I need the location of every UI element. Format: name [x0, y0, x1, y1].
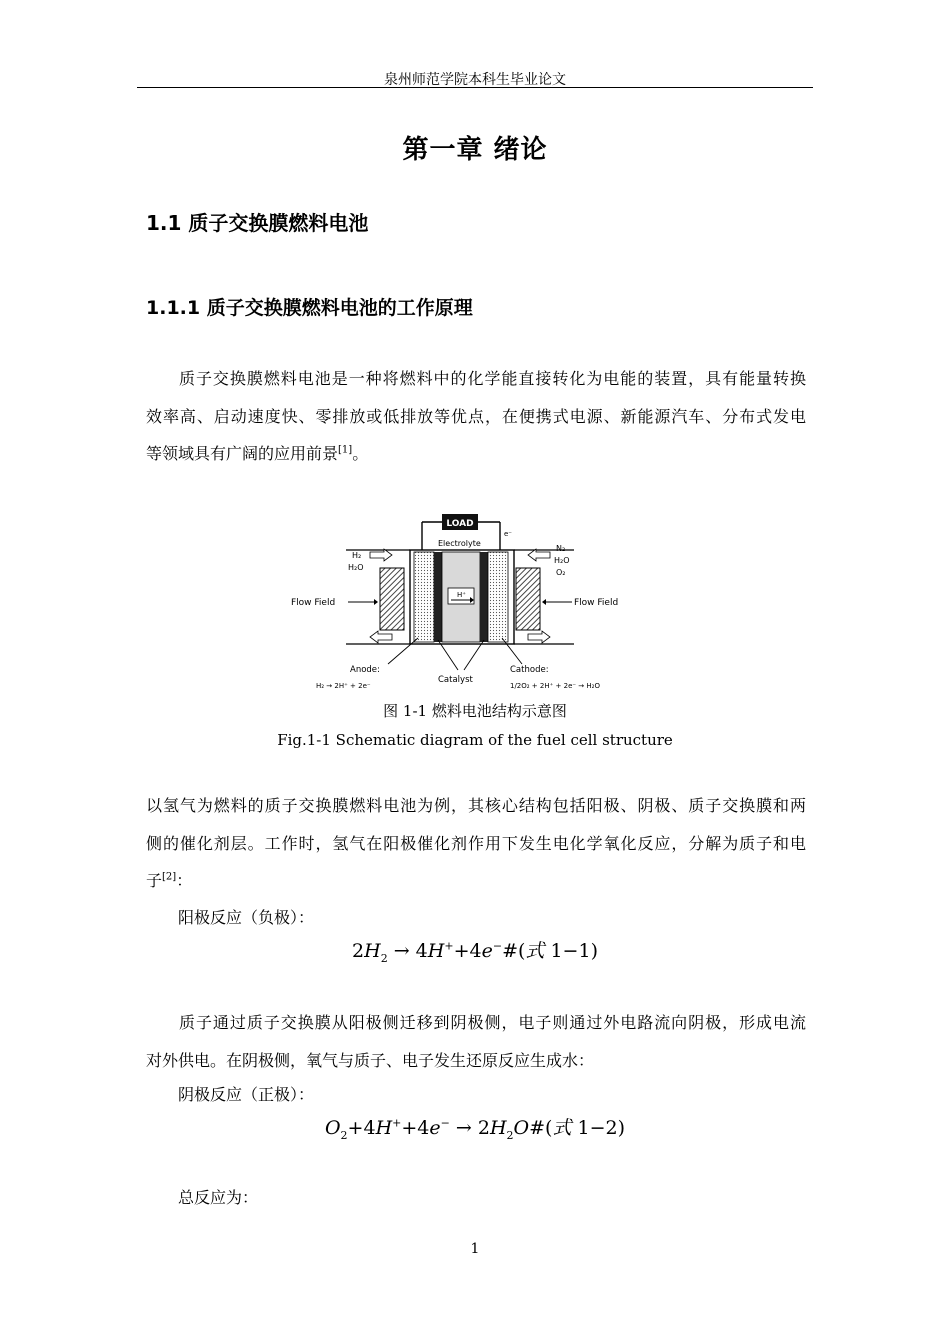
paragraph-proton-transfer	[146, 1004, 806, 1079]
pointer-lines	[388, 638, 522, 670]
electrolyte-label: Electrolyte	[438, 539, 481, 548]
paragraph-structure	[146, 787, 806, 900]
cathode-reaction-label: 阴极反应（正极）：	[178, 1085, 315, 1104]
catalyst-label: Catalyst	[438, 675, 473, 685]
figure-caption-en: Fig.1-1 Schematic diagram of the fuel cell structure	[277, 731, 673, 749]
subsection-heading: 1.1.1 质子交换膜燃料电池的工作原理	[146, 297, 473, 319]
citation-ref: [2]	[162, 871, 177, 883]
cathode-reaction: 1/2O₂ + 2H⁺ + 2e⁻ → H₂O	[510, 682, 600, 690]
section-heading: 1.1 质子交换膜燃料电池	[146, 211, 369, 235]
chapter-title: 第一章 绪论	[402, 135, 548, 165]
anode-reaction-label: 阳极反应（负极）：	[178, 908, 315, 927]
figure-caption-cn: 图 1-1 燃料电池结构示意图	[383, 702, 567, 720]
cathode-label: Cathode:	[510, 665, 549, 675]
cathode-gas-diffusion-layer	[488, 552, 508, 642]
flow-field-left-plate	[380, 568, 404, 630]
load-label: LOAD	[446, 519, 474, 529]
anode-gas-diffusion-layer	[414, 552, 434, 642]
citation-ref: [1]	[338, 444, 353, 456]
total-reaction-label: 总反应为：	[178, 1188, 259, 1207]
anode-catalyst-layer	[434, 552, 442, 642]
h2o-left-label: H₂O	[348, 563, 364, 572]
fuel-cell-diagram	[288, 506, 636, 694]
paragraph-line: 对外供电。在阴极侧，氧气与质子、电子发生还原反应生成水：	[146, 1050, 595, 1070]
paragraph-line: 以氢气为燃料的质子交换膜燃料电池为例，其核心结构包括阳极、阴极、质子交换膜和两	[146, 796, 806, 815]
paragraph-line: 子[2]：	[146, 871, 193, 890]
equation-anode: $2H_2$ → 4H++4e−#(式 1−1)	[352, 939, 598, 965]
header-rule	[137, 87, 813, 88]
o2-label: O₂	[556, 568, 566, 577]
anode-label: Anode:	[350, 665, 380, 675]
flow-field-left-label: Flow Field	[291, 598, 336, 608]
cathode-catalyst-layer	[480, 552, 488, 642]
flow-field-right-label: Flow Field	[574, 598, 619, 608]
page-number: 1	[470, 1241, 480, 1257]
paragraph-line: 侧的催化剂层。工作时，氢气在阳极催化剂作用下发生电化学氧化反应，分解为质子和电	[146, 833, 806, 853]
h2o-right-label: H₂O	[554, 556, 570, 565]
n2-label: N₂	[556, 544, 566, 553]
flow-field-right-plate	[516, 568, 540, 630]
h2-inlet-label: H₂	[352, 551, 362, 560]
paragraph-intro	[146, 360, 806, 473]
electron-label: e⁻	[504, 530, 513, 538]
paragraph-line: 效率高、启动速度快、零排放或低排放等优点，在便携式电源、新能源汽车、分布式发电	[146, 406, 806, 426]
equation-cathode: $O_2+4H^++4e^-$ → $2H_2O\#$(式 1−2)	[324, 1116, 626, 1142]
anode-reaction: H₂ → 2H⁺ + 2e⁻	[316, 682, 371, 690]
paragraph-line: 等领域具有广阔的应用前景[1]。	[146, 444, 369, 463]
proton-label: H⁺	[457, 591, 466, 599]
running-header: 泉州师范学院本科生毕业论文	[384, 72, 566, 88]
paragraph-line: 质子交换膜燃料电池是一种将燃料中的化学能直接转化为电能的装置，具有能量转换	[178, 369, 806, 388]
paragraph-line: 质子通过质子交换膜从阳极侧迁移到阴极侧，电子则通过外电路流向阴极，形成电流	[178, 1013, 806, 1032]
